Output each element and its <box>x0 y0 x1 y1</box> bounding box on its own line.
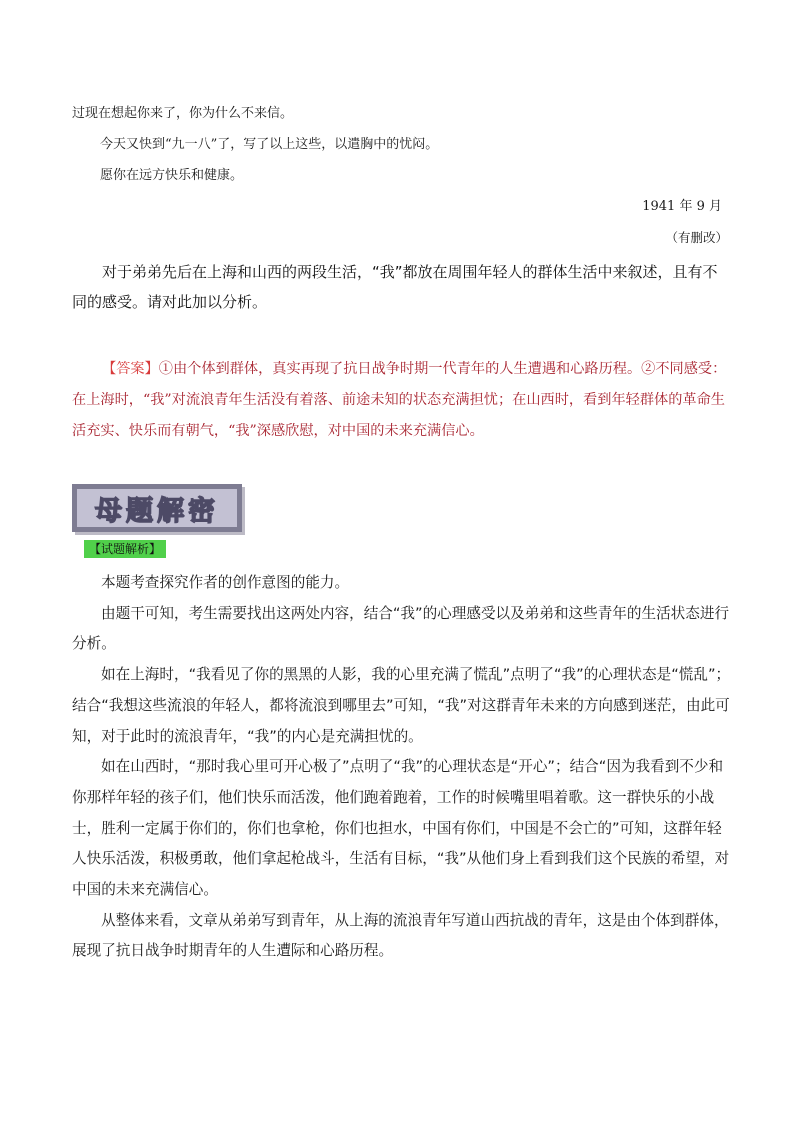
analysis-body <box>72 568 732 967</box>
analysis-paragraph: 由题干可知，考生需要找出这两处内容，结合“我”的心理感受以及弟弟和这些青年的生活状态进行分析。 <box>72 604 730 653</box>
analysis-label: 【试题解析】 <box>84 540 166 558</box>
section-banner <box>72 484 242 532</box>
letter-line: 今天又快到“九一八”了，写了以上这些，以遣胸中的忧闷。 <box>100 137 439 152</box>
letter-excerpt <box>72 98 732 253</box>
edit-note: （有删改） <box>665 230 728 245</box>
analysis-paragraph: 如在山西时，“那时我心里可开心极了”点明了“我”的心理状态是“开心”；结合“因为我看到不少和你那样年轻的孩子们，他们快乐而活泼，他们跑着跑着，工作的时候嘴里唱着歌。这一群快乐的小战士，胜利一定属于你们的，你们也拿枪，你们也担水，中国有你们，中国是不会亡的”可知，这群年轻人快乐活泼，积极勇敢，他们拿起枪战斗，生活有目标，“我”从他们身上看到我们这个民族的希望，对中国的未来充满信心。 <box>72 758 730 899</box>
analysis-paragraph: 从整体来看，文章从弟弟写到青年，从上海的流浪青年写道山西抗战的青年，这是由个体到群体，展现了抗日战争时期青年的人生遭际和心路历程。 <box>72 911 729 960</box>
answer-label: 【答案】 <box>102 361 159 377</box>
question-text: 对于弟弟先后在上海和山西的两段生活，“我”都放在周围年轻人的群体生活中来叙述，且有不同的感受。请对此加以分析。 <box>72 263 718 311</box>
analysis-paragraph: 本题考查探究作者的创作意图的能力。 <box>101 574 350 591</box>
answer-text: ①由个体到群体，真实再现了抗日战争时期一代青年的人生遭遇和心路历程。②不同感受：在上海时，“我”对流浪青年生活没有着落、前途未知的状态充满担忧；在山西时，看到年轻群体的革命生活充实、快乐而有朝气，“我”深感欣慰，对中国的未来充满信心。 <box>72 361 727 439</box>
answer-block <box>72 354 732 447</box>
letter-date: 1941 年 9 月 <box>642 199 722 214</box>
letter-line: 过现在想起你来了，你为什么不来信。 <box>72 106 294 121</box>
answer-paragraph <box>72 354 732 447</box>
banner-title: 母题解密 <box>77 489 237 527</box>
question <box>72 257 732 317</box>
analysis-paragraph: 如在上海时，“我看见了你的黑黑的人影，我的心里充满了慌乱”点明了“我”的心理状态是“慌乱”；结合“我想这些流浪的年轻人，都将流浪到哪里去”可知，“我”对这群青年未来的方向感到迷茫，由此可知，对于此时的流浪青年，“我”的内心是充满担忧的。 <box>72 666 731 745</box>
letter-line: 愿你在远方快乐和健康。 <box>100 168 244 183</box>
